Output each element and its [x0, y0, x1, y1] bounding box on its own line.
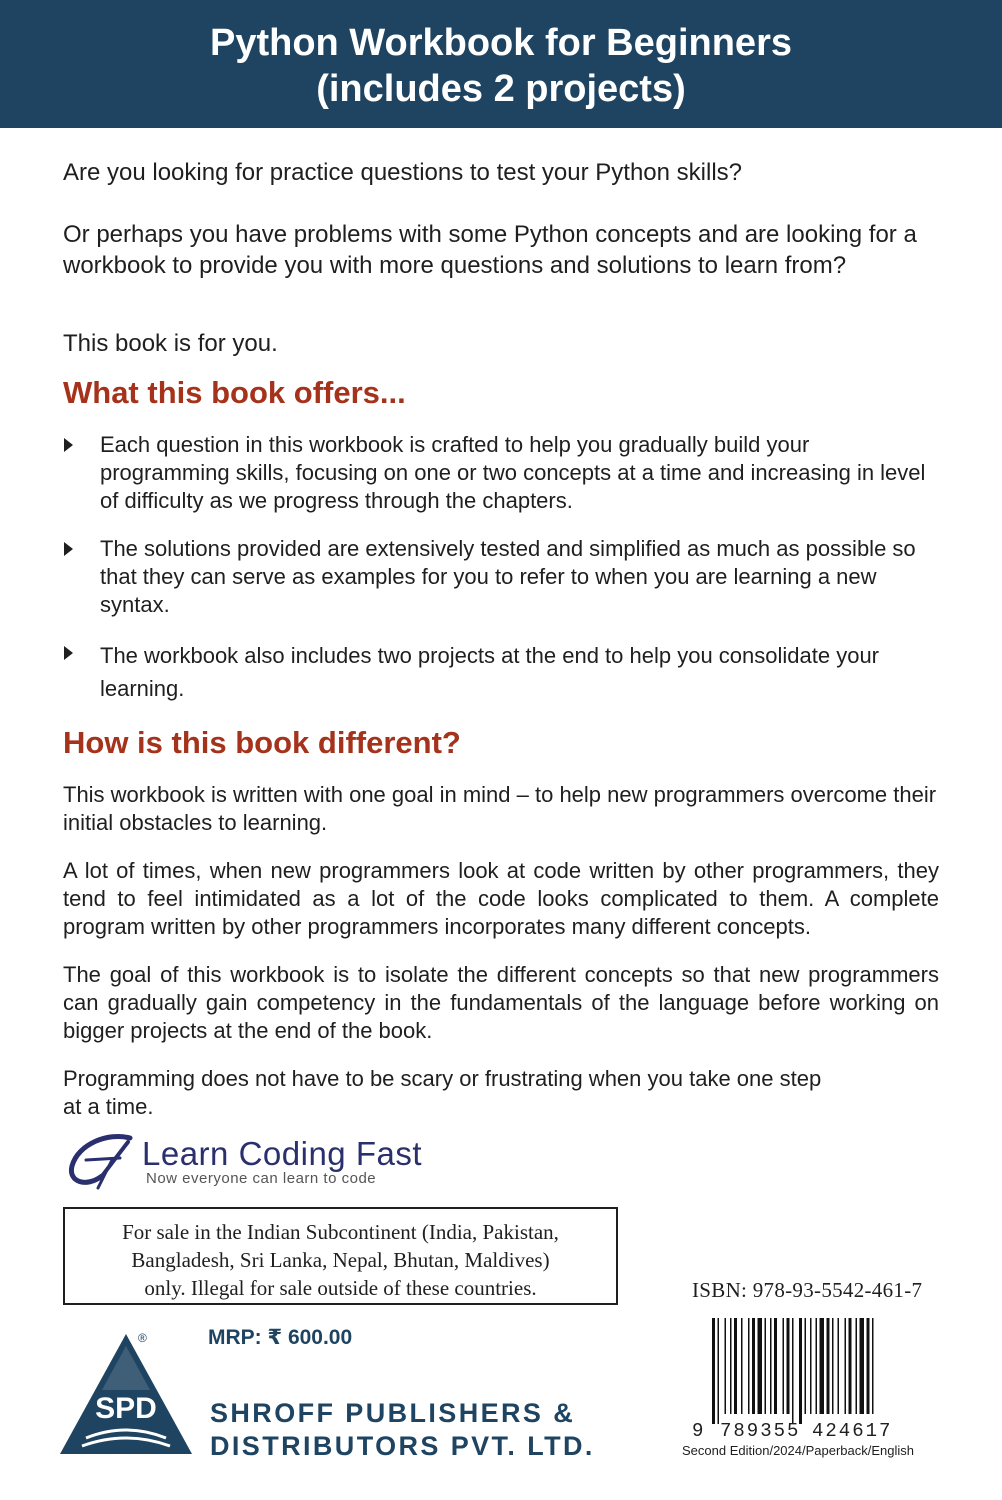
barcode-bar: [741, 1318, 743, 1414]
barcode-bar: [783, 1318, 785, 1414]
intro-paragraph-2: Or perhaps you have problems with some Python concepts and are looking for a workbook to provide you with more questions and solutions to learn from?: [63, 221, 917, 279]
barcode-bar: [820, 1318, 825, 1414]
barcode-bar: [832, 1318, 834, 1414]
different-paragraph-4: Programming does not have to be scary or frustrating when you take one step at a time.: [63, 1066, 822, 1119]
offer-bullet-3: The workbook also includes two projects at the end to help you consolidate your learning.: [100, 643, 880, 701]
header-banner: [0, 0, 1002, 128]
barcode-group-1: 789355: [720, 1420, 801, 1442]
sale-notice-box: [63, 1207, 618, 1305]
barcode-bar: [810, 1318, 812, 1414]
publisher-name-line2: DISTRIBUTORS PVT. LTD.: [210, 1431, 595, 1461]
barcode-bar: [827, 1318, 830, 1414]
bullet-arrow-icon: [64, 438, 73, 452]
book-title-line2: (includes 2 projects): [316, 68, 686, 110]
sale-notice-line: For sale in the Indian Subcontinent (India, Pakistan,: [122, 1220, 559, 1244]
bullet-arrow-icon: [64, 646, 73, 660]
barcode-bar: [725, 1318, 727, 1414]
barcode-bar: [872, 1318, 874, 1414]
barcode-bar: [805, 1318, 807, 1414]
barcode-bar: [816, 1318, 818, 1414]
barcode-bar: [770, 1318, 772, 1414]
barcode-bar: [765, 1318, 767, 1414]
bullet-arrow-icon: [64, 542, 73, 556]
barcode-bar: [774, 1318, 777, 1414]
isbn-label: ISBN: 978-93-5542-461-7: [692, 1278, 923, 1302]
intro-paragraph-1: Are you looking for practice questions to test your Python skills?: [63, 159, 743, 186]
barcode-bar: [748, 1318, 750, 1414]
learn-coding-fast-logo-icon: [68, 1130, 140, 1192]
barcode-bar: [718, 1318, 720, 1424]
different-paragraph-3: The goal of this workbook is to isolate the different concepts so that new programmers can gradually gain competency in the fundamentals of the language before working on bigger projects at the end of the book.: [63, 962, 939, 1043]
barcode-bars: [712, 1318, 874, 1424]
barcode-group-2: 424617: [812, 1420, 893, 1442]
barcode-bar: [752, 1318, 755, 1414]
barcode-bar: [730, 1318, 732, 1414]
brand-tagline: Now everyone can learn to code: [146, 1170, 377, 1187]
spd-logo-icon: [56, 1326, 196, 1460]
barcode-bar: [734, 1318, 737, 1414]
offer-bullet-1: Each question in this workbook is crafted to help you gradually build your programming skills, focusing on one or two concepts at a time and increasing in level of difficulty as we progress through the chapters.: [100, 432, 926, 513]
barcode-bar: [849, 1318, 852, 1414]
edition-info: Second Edition/2024/Paperback/English: [682, 1443, 914, 1458]
spd-logo-text: SPD: [95, 1392, 157, 1425]
barcode-bar: [787, 1318, 790, 1414]
brand-name: Learn Coding Fast: [142, 1135, 422, 1172]
barcode-bar: [792, 1318, 794, 1424]
barcode-bar: [860, 1318, 865, 1414]
registered-mark: ®: [138, 1331, 147, 1345]
intro-paragraph-3: This book is for you.: [63, 330, 278, 357]
barcode-bar: [758, 1318, 763, 1414]
book-title-line1: Python Workbook for Beginners: [209, 22, 792, 64]
barcode-bar: [799, 1318, 802, 1424]
offer-bullet-2: The solutions provided are extensively tested and simplified as much as possible so that they can serve as examples for you to refer to when you are learning a new syntax.: [100, 536, 916, 617]
offers-heading: What this book offers...: [63, 375, 406, 410]
barcode: [690, 1314, 920, 1442]
barcode-bar: [856, 1318, 858, 1414]
mrp-price: MRP: ₹ 600.00: [208, 1326, 353, 1349]
sale-notice-line: only. Illegal for sale outside of these countries.: [144, 1276, 537, 1300]
different-paragraph-1: This workbook is written with one goal in mind – to help new programmers overcome their initial obstacles to learning.: [63, 782, 937, 835]
sale-notice-line: Bangladesh, Sri Lanka, Nepal, Bhutan, Maldives): [131, 1248, 550, 1272]
barcode-bar: [845, 1318, 847, 1414]
publisher-name-line1: SHROFF PUBLISHERS &: [210, 1398, 576, 1428]
barcode-bar: [712, 1318, 715, 1424]
different-paragraph-2: A lot of times, when new programmers look at code written by other programmers, they tend to feel intimidated as a lot of the code looks complicated to them. A complete program written by other programmers incorporates many different concepts.: [63, 858, 939, 939]
barcode-bar: [838, 1318, 840, 1414]
barcode-first-digit: 9: [692, 1420, 704, 1442]
different-heading: How is this book different?: [63, 725, 461, 760]
barcode-bar: [867, 1318, 870, 1414]
